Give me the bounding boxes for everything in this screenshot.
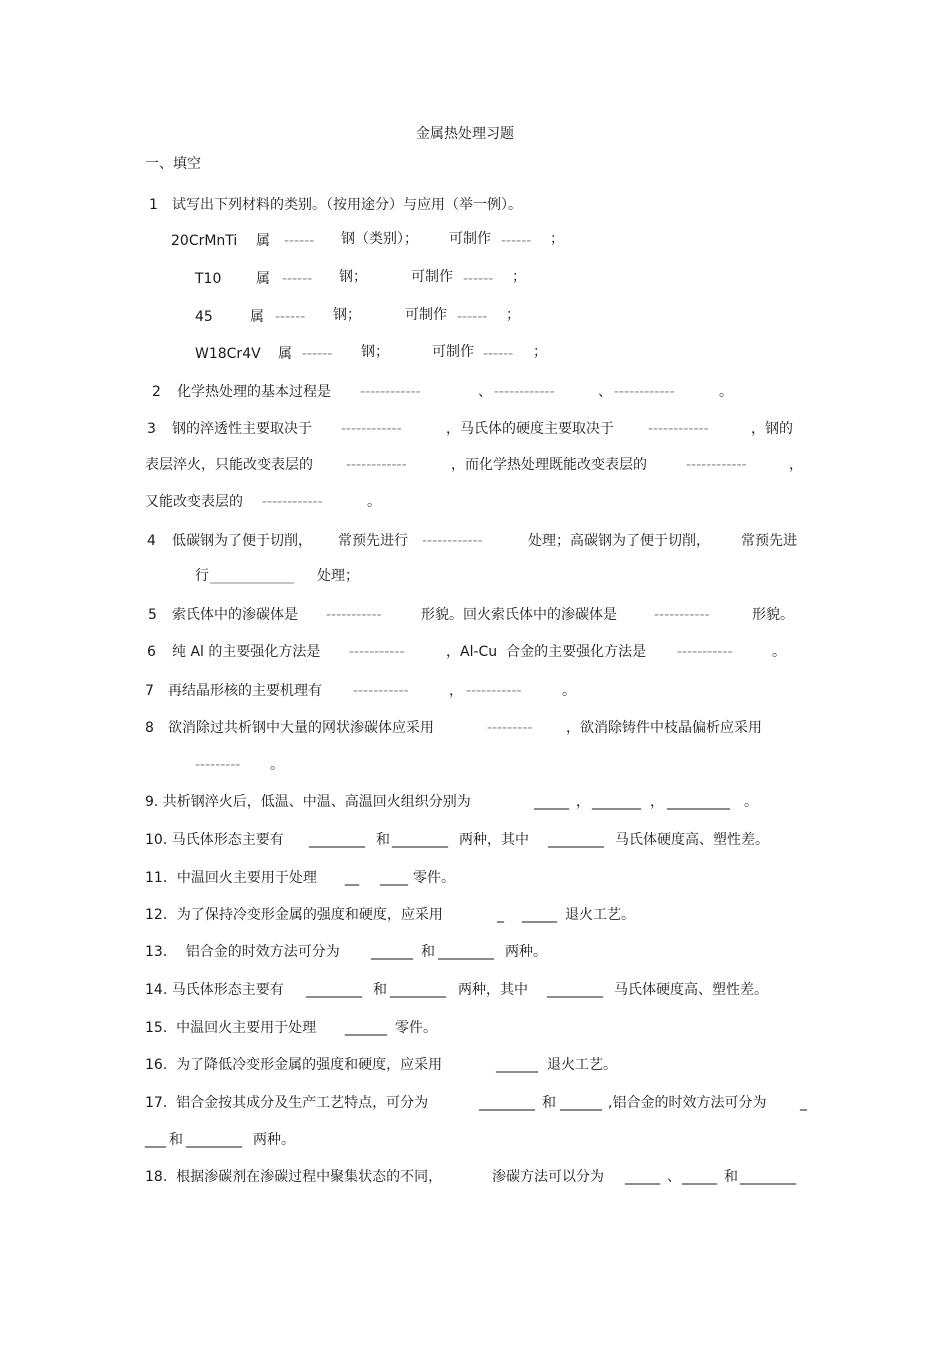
blank: ______ [560,1095,602,1111]
blank: ------------ [422,533,483,549]
question-text: ，马氏体的硬度主要取决于 [446,421,614,437]
blank: ____________ [210,568,294,584]
question-number: 6 [147,644,156,660]
punct: ； [506,307,520,323]
blank: ------------ [648,421,709,437]
blank: ------------ [262,494,323,510]
question-number: 3 [147,421,156,437]
punct: 。 [719,384,733,400]
question-text: 常预先进行 [338,533,408,549]
blank: ----------- [353,683,409,699]
question-text: 18. 根据渗碳剂在渗碳过程中聚集状态的不同， [145,1169,443,1185]
question-text: 17. 铝合金按其成分及生产工艺特点，可分为 [145,1095,429,1111]
question-text: 索氏体中的渗碳体是 [172,607,298,623]
question-number: 4 [147,533,156,549]
blank: ------------ [686,457,747,473]
question-text: 两种。 [505,944,547,960]
question-text: 和 [724,1169,738,1185]
blank: ________ [392,832,448,848]
label-kezhizuo: 可制作 [432,344,474,360]
blank: ______ [371,944,413,960]
label-gang: 钢； [333,307,361,323]
punct: ； [533,344,547,360]
blank: ------ [302,346,333,362]
blank: _ [497,907,504,923]
question-text: 和 [542,1095,556,1111]
question-text: 钢的淬透性主要取决于 [172,421,312,437]
blank: _____ [534,794,569,810]
blank: ------ [282,271,313,287]
question-text: 退火工艺。 [565,907,635,923]
question-text: 纯 Al 的主要强化方法是 [172,644,321,660]
blank: _____ [522,907,557,923]
blank: _________ [667,794,730,810]
blank: ________ [740,1169,796,1185]
blank: ------------ [494,384,555,400]
blank: ------ [483,346,514,362]
question-text: 两种。 [253,1132,295,1148]
question-text: 再结晶形核的主要机理有 [168,683,322,699]
punct: 、 [598,384,612,400]
punct: ， [576,794,590,810]
question-text: 又能改变表层的 [145,494,243,510]
material-name: 20CrMnTi [171,233,238,249]
label-shu: 属 [250,309,264,325]
question-text: 和 [376,832,390,848]
label-gang: 钢； [361,344,389,360]
blank: ______ [345,1020,387,1036]
blank: ----------- [326,607,382,623]
punct: 。 [562,683,576,699]
question-text: 15. 中温回火主要用于处理 [145,1020,317,1036]
blank: _____ [625,1169,660,1185]
label-shu: 属 [278,346,292,362]
question-text: 马氏体硬度高、塑性差。 [615,832,769,848]
blank: ----------- [349,644,405,660]
question-text: 渗碳方法可以分为 [492,1169,604,1185]
question-text: 表层淬火，只能改变表层的 [145,457,313,473]
question-text: 9. 共析钢淬火后，低温、中温、高温回火组织分别为 [145,794,471,810]
blank: ________ [548,832,604,848]
question-text: 14. 马氏体形态主要有 [145,982,284,998]
question-text: ，而化学热处理既能改变表层的 [451,457,647,473]
blank: ___ [145,1132,166,1148]
label-kezhizuo: 可制作 [405,307,447,323]
punct: 、 [478,384,492,400]
section-heading: 一、填空 [145,156,201,172]
blank: ______ [496,1057,538,1073]
label-gang: 钢； [339,269,367,285]
blank: ------------ [360,384,421,400]
question-text: 马氏体硬度高、塑性差。 [614,982,768,998]
question-number: 1 [149,197,158,213]
punct: 、 [667,1169,681,1185]
punct: ； [550,231,564,247]
question-text: 10. 马氏体形态主要有 [145,832,284,848]
blank: ________ [306,982,362,998]
question-text: 和 [169,1132,183,1148]
question-text: 和 [373,982,387,998]
question-text: 低碳钢为了便于切削， [172,533,312,549]
question-text: 和 [421,944,435,960]
question-number: 8 [145,720,154,736]
blank: ------ [463,271,494,287]
label-shu: 属 [256,271,270,287]
blank: ------ [501,233,532,249]
question-text: 12．为了保持冷变形金属的强度和硬度，应采用 [145,907,443,923]
material-name: 45 [195,309,213,325]
question-text: ，钢的 [751,421,793,437]
question-text: 形貌。回火索氏体中的渗碳体是 [421,607,617,623]
question-text: 13． 铝合金的时效方法可分为 [145,944,340,960]
blank: ------------ [346,457,407,473]
punct: 。 [772,644,786,660]
blank: ------------ [614,384,675,400]
blank: ________ [479,1095,535,1111]
blank: ----------- [677,644,733,660]
label-kezhizuo: 可制作 [449,231,491,247]
question-text: 零件。 [413,870,455,886]
question-text: 常预先进 [741,533,797,549]
question-text: 两种，其中 [459,832,529,848]
blank: ------ [275,309,306,325]
blank: _____ [682,1169,717,1185]
question-text: 试写出下列材料的类别。（按用途分）与应用（举一例）。 [172,197,522,213]
punct: 。 [270,757,284,773]
blank: _______ [592,794,641,810]
label-kezhizuo: 可制作 [411,269,453,285]
material-name: T10 [195,271,222,287]
punct: 。 [367,494,381,510]
blank: ________ [390,982,446,998]
question-text: 11．中温回火主要用于处理 [145,870,317,886]
question-text: 退火工艺。 [547,1057,617,1073]
blank: _ [800,1095,807,1111]
question-number: 2 [152,384,161,400]
question-number: 5 [148,607,157,623]
question-text: 处理；高碳钢为了便于切削， [528,533,710,549]
question-text: 零件。 [395,1020,437,1036]
question-text: 两种，其中 [458,982,528,998]
punct: 。 [744,794,758,810]
blank: ----------- [654,607,710,623]
blank: --------- [195,757,241,773]
question-text: 欲消除过共析钢中大量的网状渗碳体应采用 [168,720,434,736]
blank: ________ [438,944,494,960]
blank: --------- [487,720,533,736]
blank: ________ [309,832,365,848]
blank: ____ [380,870,408,886]
blank: ------ [284,233,315,249]
question-text: 化学热处理的基本过程是 [177,384,331,400]
question-text: ，Al-Cu 合金的主要强化方法是 [446,644,647,660]
blank: __ [345,870,359,886]
question-text: 形貌。 [752,607,794,623]
question-text: 16. 为了降低冷变形金属的强度和硬度，应采用 [145,1057,443,1073]
punct: ， [449,683,463,699]
question-text: ,铝合金的时效方法可分为 [608,1095,767,1111]
question-text: ，欲消除铸件中枝晶偏析应采用 [566,720,762,736]
blank: ------ [457,309,488,325]
blank: ----------- [466,683,522,699]
page-title: 金属热处理习题 [416,126,514,142]
label-shu: 属 [256,233,270,249]
blank: ------------ [341,421,402,437]
punct: ， [789,457,803,473]
question-text: 行 [195,568,209,584]
label-gang: 钢（类别）； [341,231,418,247]
punct: ； [512,269,526,285]
material-name: W18Cr4V [195,346,261,362]
question-text: 处理； [317,568,359,584]
question-number: 7 [145,683,154,699]
blank: ________ [186,1132,242,1148]
blank: ________ [547,982,603,998]
punct: ， [650,794,664,810]
